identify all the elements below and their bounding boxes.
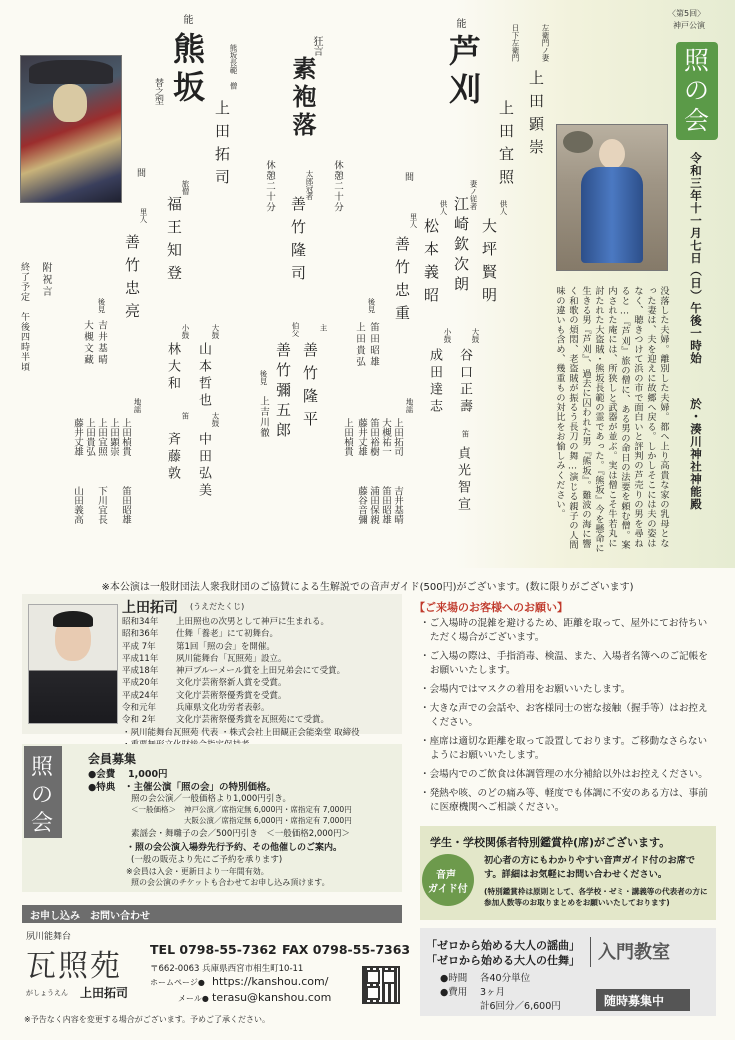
date-text: 令和三年十一月七日（日）午後一時始 <box>689 152 703 365</box>
history-text: 兵庫県文化功労者表彰。 <box>176 703 270 714</box>
synopsis: 没落した夫婦。離別した夫婦。都へ上り高貴な家の乳母となった妻は、夫を迎えに故郷へ戻る。しかしそこには夫の姿はなく、聴きつけて浜の市で面白いと評判の芦売りの男を尋ねると…『芦刈』旅の僧に、ある男の命日の法要を頼む僧。案内された庵には、所狭しと武器が並ぶ。実は僧こそ牛若丸に討たれた大盗賊・熊坂長範の霊であった。『熊坂』今を懸命に生きる男『芦刈』、過去に囚われた男『熊坂』。難波の海に響く和歌の煩悶、老盗賊が振るう長刀の舞…演じる親子の人間味の違いも含め、幾重もの対比をお愉しみください。 <box>554 286 669 553</box>
kumasaka-jiutai-label: 地謡 <box>133 398 142 413</box>
ashikari-jiutai-4: 藤井丈雄 <box>356 418 367 456</box>
ashikari-kotsuzumi: 成田達志 <box>427 348 442 416</box>
history-year: 令和 2年 <box>122 715 156 726</box>
history-row <box>122 665 402 677</box>
title-char-3: 会 <box>684 106 710 135</box>
history-row <box>122 628 402 640</box>
venue-kana: がしょうえん <box>26 989 68 997</box>
fee-label: ●会費 <box>88 769 116 780</box>
history-row <box>122 653 402 665</box>
venue-text: 於・湊川神社神能殿 <box>689 398 703 511</box>
ashikari-role-4: 妻ノ従者 <box>469 180 478 210</box>
history-text: 文化庁芸術祭新人賞を受賞。 <box>176 678 287 689</box>
notice-item: ・座席は適切な距離を取って設置しております。ご移動なさらないようにお願いいたします。 <box>420 736 708 761</box>
subtitle-label: 神戸公演 <box>673 21 705 30</box>
history-year: 平成 7年 <box>122 641 156 652</box>
osaka-price: 大阪公演／席指定無 6,000円・席指定有 7,000円 <box>184 816 352 825</box>
mail-label: メール● <box>178 994 209 1003</box>
homepage-label: ホームページ● <box>150 978 205 987</box>
general-label: ＜一般価格＞ <box>131 805 176 814</box>
owner-name: 上田拓司 <box>80 986 129 1000</box>
notice-title: 【ご来場のお客様へのお願い】 <box>414 601 568 614</box>
membership-logo-2: の <box>31 783 54 808</box>
notice-item: ・会場内ではマスクの着用をお願いいたします。 <box>420 684 631 695</box>
history-year: 令和元年 <box>122 703 157 714</box>
kumasaka-kogaki: 替之型 <box>153 78 163 105</box>
badge-line-2: ガイド付 <box>428 884 468 895</box>
history-year: 平成18年 <box>122 666 159 677</box>
kumasaka-koken-label: 後見 <box>97 298 106 313</box>
ashikari-title: 芦刈 <box>444 34 482 110</box>
profile-photo <box>28 604 118 724</box>
ashikari-actor-1: 上田顕崇 <box>527 70 545 162</box>
classroom-title: 入門教室 <box>598 942 670 963</box>
ashikari-actor-2: 上田宜照 <box>497 100 515 192</box>
break-2: 休憩二十分 <box>264 160 275 213</box>
fax: FAX 0798-55-7363 <box>282 942 411 957</box>
kumasaka-jiutai-4: 上田貴弘 <box>84 418 95 456</box>
history-text: 第1回「照の会」を開催。 <box>176 641 275 652</box>
priority: ・照の会公演入場券先行予約、その他催しのご案内。 <box>126 843 343 853</box>
kumasaka-koken-2: 大槻文藏 <box>82 320 93 366</box>
qr-code-icon[interactable] <box>362 966 400 1004</box>
ashikari-jiutai-6: 吉井基晴 <box>392 486 403 524</box>
kyogen-actor-2: 善竹隆平 <box>301 342 319 434</box>
ashikari-okawa: 谷口正壽 <box>457 348 472 416</box>
kyogen-actor-1: 善竹隆司 <box>289 196 307 288</box>
student-title: 学生・学校関係者特別鑑賞枠(席)がございます。 <box>430 836 671 849</box>
history-year: 昭和34年 <box>122 617 159 627</box>
ashikari-photo <box>556 124 668 271</box>
student-note: (特別鑑賞枠は原則として、各学校・ゼミ・講義等の代表者の方に参加人数等のお取りまとめをお願いいたしております) <box>484 887 708 907</box>
history-text: 文化庁芸術祭優秀賞を受賞。 <box>176 690 287 701</box>
history-text: 仕舞「養老」にて初舞台。 <box>176 629 279 640</box>
homepage-link[interactable]: https://kanshou.com/ <box>212 975 329 988</box>
profile-history <box>122 616 402 751</box>
kumasaka-photo <box>20 55 122 203</box>
ashikari-jiutai-label: 地謡 <box>405 398 414 413</box>
notice-item: ・発熱や咳、のどの痛み等、軽度でも体調に不安のある方は、事前に医療機関へご相談ください。 <box>420 788 708 813</box>
end-time: 終了予定 午後四時半頃 <box>19 262 29 372</box>
ashikari-genre: 能 <box>454 18 465 28</box>
ashikari-role-1: 左衛門ノ妻 <box>541 24 550 62</box>
member-line1: 照の会公演／一般価格より1,000円引き。 <box>131 794 291 804</box>
kyogen-koken-label: 後見 <box>259 370 268 385</box>
kumasaka-actor-2: 福王知登 <box>165 196 183 288</box>
kumasaka-kotsuzumi: 林大和 <box>165 342 180 393</box>
ashikari-jiutai-8: 浦田保親 <box>368 486 379 524</box>
kumasaka-okawa-role: 大鼓 <box>211 324 220 339</box>
history-row <box>122 702 402 714</box>
kumasaka-role-2: 旅僧 <box>181 180 190 195</box>
title-char-1: 照 <box>684 46 710 75</box>
history-year: 平成11年 <box>122 653 159 664</box>
kumasaka-ai-label: 間 <box>135 168 145 177</box>
ashikari-actor-4: 江崎欽次朗 <box>452 196 470 296</box>
kumasaka-jiutai-1: 上田楨貴 <box>120 418 131 456</box>
notice-list <box>420 617 714 820</box>
profile-reading: (うえだたくじ) <box>190 602 245 611</box>
member-note2: 照の会公演のチケットも合わせてお申し込み頂けます。 <box>131 878 330 887</box>
mail-link[interactable]: terasu@kanshou.com <box>212 991 332 1004</box>
ashikari-jiutai-2: 大槻祐一 <box>380 418 391 456</box>
perk-label: ●特典 <box>88 782 116 793</box>
ashikari-koken-1: 笛田昭雄 <box>368 322 379 368</box>
ashikari-jiutai-7: 笛田昭雄 <box>380 486 391 524</box>
priority-note: (一般の販売より先にご予約を承ります) <box>131 855 283 865</box>
audio-guide-note: ※本公演は一般財団法人衆我財団のご協賛による生解説での音声ガイド(500円)がございます。(数に限りがございます) <box>101 582 634 593</box>
badge-line-1: 音声 <box>436 870 456 881</box>
profile-post: ・夙川能舞台瓦照苑 代表 ・株式会社上田観正会能楽堂 取締役 <box>122 727 360 738</box>
cost-label: ●費用 <box>440 987 468 998</box>
kumasaka-genre: 能 <box>181 14 192 24</box>
kumasaka-ai-role: 里人 <box>139 208 148 223</box>
history-year: 昭和36年 <box>122 629 159 640</box>
venue-logo: 瓦照苑 <box>26 949 122 984</box>
history-row <box>122 616 402 628</box>
kobe-price: 神戸公演／席指定無 6,000円・席指定有 7,000円 <box>184 805 352 814</box>
ashikari-ai-role: 里人 <box>409 213 418 228</box>
kumasaka-kotsuzumi-role: 小鼓 <box>181 324 190 339</box>
kumasaka-fue-role: 笛 <box>181 412 190 420</box>
sodankai-price: 素謡会・舞囃子の会／500円引き ＜一般価格2,000円＞ <box>131 829 351 839</box>
history-row <box>122 641 402 653</box>
history-row <box>122 690 402 702</box>
ashikari-okawa-role: 大鼓 <box>471 328 480 343</box>
title-char-2: の <box>684 76 710 105</box>
venue-small: 夙川能舞台 <box>26 932 72 942</box>
cost-value: 3ヶ月 <box>480 987 506 998</box>
recruit-badge-label: 随時募集中 <box>604 994 665 1008</box>
fee: 1,000円 <box>128 769 168 780</box>
course-1: 「ゼロから始める大人の謡曲」 <box>426 939 580 952</box>
ashikari-koken-2: 上田貴弘 <box>354 322 365 368</box>
ashikari-jiutai-9: 藤谷音彌 <box>356 486 367 524</box>
cost-total: 計6回分／6,600円 <box>480 1001 561 1012</box>
kumasaka-taiko-role: 太鼓 <box>211 412 220 427</box>
history-text: 上田照也の次男として神戸に生まれる。 <box>176 617 330 627</box>
membership-title: 会員募集 <box>88 752 137 766</box>
kumasaka-fue: 斉藤敦 <box>165 432 180 483</box>
ashikari-role-3: 供人 <box>499 200 508 215</box>
kumasaka-jiutai-5: 藤井丈雄 <box>72 418 83 456</box>
kumasaka-role-1b: 僧 <box>229 82 238 90</box>
ashikari-fue-role: 笛 <box>461 430 470 438</box>
kumasaka-taiko: 中田弘美 <box>196 432 211 500</box>
kumasaka-actor-1: 上田拓司 <box>213 100 231 192</box>
notice-item: ・ご入場時の混雑を避けるため、距離を取って、屋外にてお待ちいただく場合がございます。 <box>420 618 708 643</box>
ashikari-jiutai-5: 上田楨貴 <box>342 418 353 456</box>
ashikari-role-5: 供人 <box>439 200 448 215</box>
kumasaka-jiutai-6: 笛田昭雄 <box>120 486 131 524</box>
history-row <box>122 677 402 689</box>
kyogen-role-3: 伯父 <box>291 322 300 337</box>
ashikari-jiutai-1: 上田拓司 <box>392 418 403 456</box>
ashikari-role-2: 日下左衛門 <box>511 24 520 62</box>
ashikari-koken-label: 後見 <box>367 298 376 313</box>
shugen: 附祝言 <box>40 262 51 298</box>
kyogen-genre: 狂言 <box>311 36 322 56</box>
history-row <box>122 714 402 726</box>
history-year: 平成24年 <box>122 690 159 701</box>
kyogen-title: 素袍落 <box>288 56 317 140</box>
kumasaka-role-1: 熊坂長範 <box>229 44 238 74</box>
history-text: 夙川能舞台「瓦照苑」設立。 <box>176 653 287 664</box>
ashikari-jiutai-3: 笛田裕樹 <box>368 418 379 456</box>
ashikari-ai-actor: 善竹忠重 <box>393 236 411 328</box>
kyogen-koken-1: 上吉川徹 <box>258 396 269 438</box>
kyogen-role-1: 太郎冠者 <box>305 170 314 200</box>
membership-logo-3: 会 <box>31 811 54 836</box>
profile-name: 上田拓司 <box>122 600 178 616</box>
student-text: 初心者の方にもわかりやすい音声ガイド付のお席です。詳細はお気軽にお問い合わせください。 <box>484 855 696 880</box>
ashikari-kotsuzumi-role: 小鼓 <box>443 328 452 343</box>
kumasaka-jiutai-2: 上田顕崇 <box>108 418 119 456</box>
history-text: 神戸ブルーメール賞を上田兄弟会にて受賞。 <box>176 666 346 677</box>
course-2: 「ゼロから始める大人の仕舞」 <box>426 954 580 967</box>
footnote: ※予告なく内容を変更する場合がございます。予めご了承ください。 <box>24 1015 271 1024</box>
history-text: 文化庁芸術祭優秀賞を瓦照苑にて受賞。 <box>176 715 330 726</box>
kumasaka-koken-1: 吉井基晴 <box>96 320 107 366</box>
time-value: 各40分単位 <box>480 973 531 984</box>
kyogen-actor-3: 善竹彌五郎 <box>274 342 292 442</box>
notice-item: ・会場内でのご飲食は体調管理の水分補給以外はお控えください。 <box>420 769 708 780</box>
classroom-divider <box>590 937 591 967</box>
member-note1: ※会員は入会・更新日より一年間有効。 <box>126 867 269 876</box>
membership-logo-1: 照 <box>31 755 54 780</box>
notice-item: ・大きな声での会話や、お客様同士の密な接触（握手等）はお控えください。 <box>420 703 708 728</box>
notice-item: ・ご入場の際は、手指消毒、検温、また、入場者名簿へのご記帳をお願いいたします。 <box>420 651 708 676</box>
kumasaka-ai-actor: 善竹忠亮 <box>123 234 141 326</box>
time-label: ●時間 <box>440 973 468 984</box>
tel[interactable]: TEL 0798-55-7362 <box>150 942 277 957</box>
ashikari-ai-label: 間 <box>403 172 413 181</box>
ashikari-actor-3: 大坪賢明 <box>480 218 498 310</box>
kumasaka-jiutai-8: 山田義高 <box>72 486 83 524</box>
perk: ・主催公演「照の会」の特別価格。 <box>124 782 277 793</box>
ashikari-fue: 貞光智宣 <box>455 446 470 514</box>
break-1: 休憩二十分 <box>332 160 343 213</box>
series-label: 〈第5回〉 <box>668 9 706 18</box>
kumasaka-jiutai-3: 上田宜照 <box>96 418 107 456</box>
kumasaka-jiutai-7: 下川宜長 <box>96 486 107 524</box>
kyogen-role-2: 主 <box>319 324 328 332</box>
ashikari-actor-5: 松本義昭 <box>422 218 440 310</box>
contact-bar-label: お申し込み お問い合わせ <box>30 911 150 922</box>
history-year: 平成20年 <box>122 678 159 689</box>
address: 〒662-0063 兵庫県西宮市相生町10-11 <box>150 964 304 974</box>
kumasaka-okawa: 山本哲也 <box>196 342 211 410</box>
kumasaka-title: 熊坂 <box>168 32 206 108</box>
